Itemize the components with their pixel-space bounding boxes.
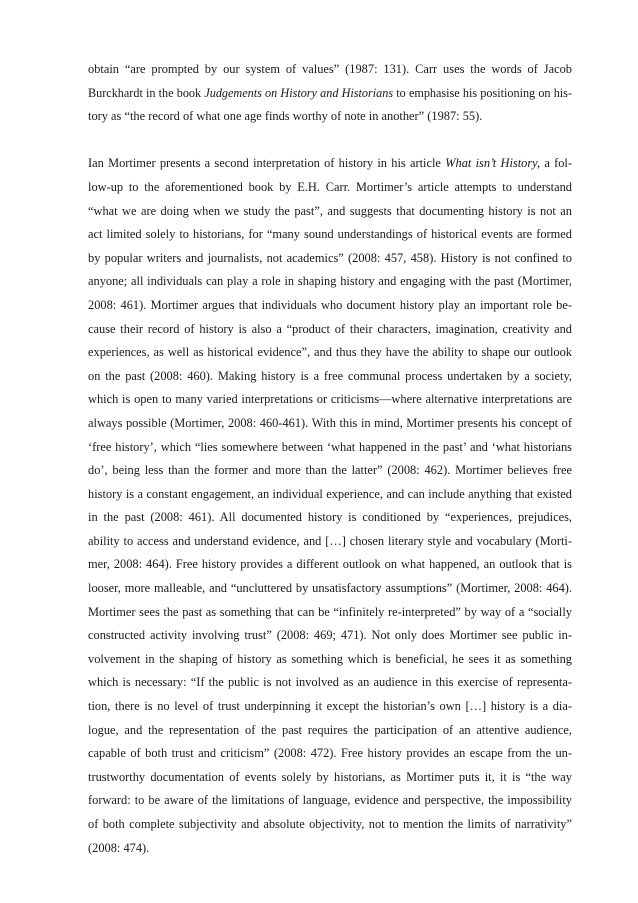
text-line: of both complete subjectivity and absolute objectivity, not to mention the limits of narrativity”: [88, 817, 572, 831]
text-line: tion, there is no level of trust underpinning it except the historian’s own […] history is a dia-: [88, 699, 572, 714]
book-title: Judgements on History and Historians: [204, 85, 394, 100]
text-fragment: Ian Mortimer presents a second interpretation of history in his article: [88, 156, 446, 171]
text-line: which is open to many varied interpretations or criticisms—where alternative interpretations are: [88, 392, 572, 407]
text-line: capable of both trust and criticism” (2008: 472). Free history provides an escape from the un-: [88, 746, 572, 761]
text-line: on the past (2008: 460). Making history is a free communal process undertaken by a society,: [88, 368, 572, 383]
text-fragment: Burckhardt in the book: [88, 85, 205, 100]
text-line: always possible (Mortimer, 2008: 460-461). With this in mind, Mortimer presents his concept of: [88, 415, 572, 430]
text-line: low-up to the aforementioned book by E.H. Carr. Mortimer’s article attempts to understand: [88, 179, 572, 194]
text-line: [88, 152, 572, 176]
text-line: anyone; all individuals can play a role in shaping history and engaging with the past (Mortimer,: [88, 274, 572, 289]
text-line: trustworthy documentation of events solely by historians, as Mortimer puts it, it is “the way: [88, 769, 572, 784]
text-line: [88, 82, 572, 106]
text-line: ability to access and understand evidence, and […] chosen literary style and vocabulary (Morti-: [88, 533, 572, 548]
paragraph-mortimer: [88, 152, 572, 860]
text-line: mer, 2008: 464). Free history provides a different outlook on what happened, an outlook that is: [88, 557, 572, 572]
article-title: What isn’t History,: [445, 156, 541, 171]
text-line: tory as “the record of what one age finds worthy of note in another” (1987: 55).: [88, 109, 483, 124]
text-line: cause their record of history is also a “product of their characters, imagination, creativity and: [88, 321, 572, 336]
text-line: 2008: 461). Mortimer argues that individuals who document history play an important role be-: [88, 297, 572, 312]
text-line: do’, being less than the former and more than the latter” (2008: 462). Mortimer believes free: [88, 463, 572, 478]
text-line: ‘free history’, which “lies somewhere between ‘what happened in the past’ and ‘what historians: [88, 439, 572, 454]
text-line: constructed activity involving trust” (2008: 469; 471). Not only does Mortimer see public in-: [88, 628, 572, 643]
text-line: obtain “are prompted by our system of values” (1987: 131). Carr uses the words of Jacob: [88, 62, 572, 76]
text-line: Mortimer sees the past as something that can be “infinitely re-interpreted” by way of a “socially: [88, 604, 572, 619]
text-line: in the past (2008: 461). All documented history is conditioned by “experiences, prejudices,: [88, 510, 572, 525]
text-line: which is necessary: “If the public is not involved as an audience in this exercise of representa-: [88, 675, 572, 690]
document-page: [88, 58, 572, 860]
text-fragment: a fol-: [540, 156, 572, 171]
text-line: by popular writers and journalists, not academics” (2008: 457, 458). History is not confined to: [88, 250, 572, 265]
text-line: looser, more malleable, and “uncluttered by unsatisfactory assumptions” (Mortimer, 2008: 464).: [88, 581, 572, 596]
paragraph-gap: [88, 129, 572, 153]
text-line: forward: to be aware of the limitations of language, evidence and perspective, the impossibility: [88, 793, 572, 808]
text-line: volvement in the shaping of history as something which is beneficial, he sees it as something: [88, 651, 572, 666]
text-line: logue, and the representation of the past requires the participation of an attentive audience,: [88, 722, 572, 737]
text-line: “what we are doing when we study the past”, and suggests that documenting history is not an: [88, 203, 572, 218]
text-line: history is a constant engagement, an individual experience, and can include anything that existed: [88, 486, 572, 501]
paragraph-carr: [88, 58, 572, 129]
text-line: act limited solely to historians, for “many sound understandings of historical events are formed: [88, 227, 572, 242]
text-line: (2008: 474).: [88, 840, 150, 855]
text-fragment: to emphasise his positioning on his-: [393, 85, 572, 100]
text-line: experiences, as well as historical evidence”, and thus they have the ability to shape our outlook: [88, 345, 572, 360]
